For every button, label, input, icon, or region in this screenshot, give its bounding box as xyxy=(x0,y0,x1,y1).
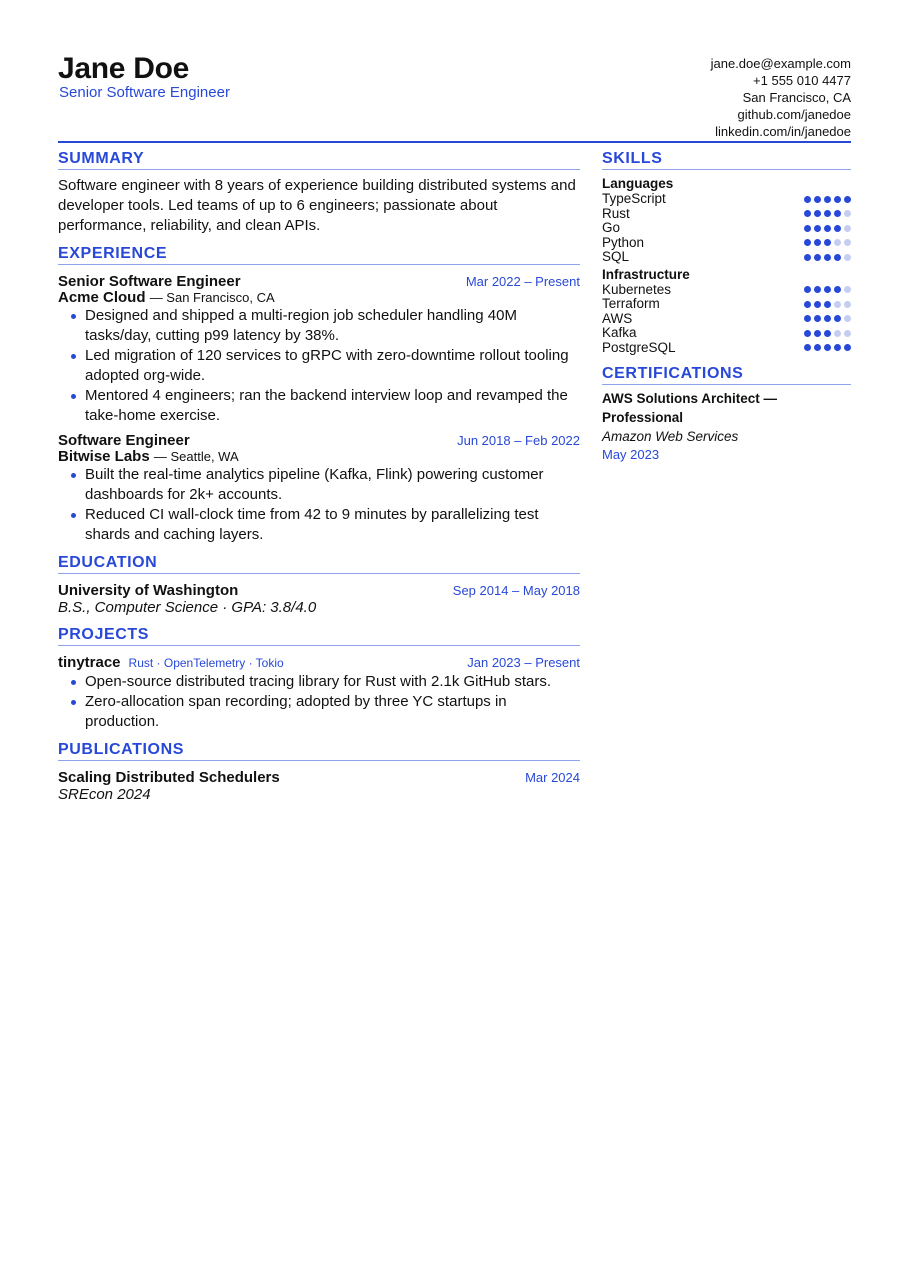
education-heading: EDUCATION xyxy=(58,554,580,574)
skill-row xyxy=(602,326,851,341)
skills-list xyxy=(602,176,851,355)
skill-name: TypeScript xyxy=(602,191,666,206)
skill-group-heading: Infrastructure xyxy=(602,266,690,282)
job-title: Software Engineer xyxy=(58,432,190,449)
skill-dot-empty xyxy=(844,239,851,246)
skill-name: Python xyxy=(602,234,645,250)
project-bullets xyxy=(58,672,580,732)
project-dates: Jan 2023 – Present xyxy=(467,655,580,670)
publication-entry xyxy=(58,769,580,803)
skill-dot-empty xyxy=(834,330,841,337)
degree: B.S., Computer Science · GPA: 3.8/4.0 xyxy=(58,599,317,616)
education-entry xyxy=(58,582,580,616)
skill-dot-empty xyxy=(844,225,851,232)
certifications-heading: CERTIFICATIONS xyxy=(602,365,851,385)
skill-dot-filled xyxy=(814,315,821,322)
job-location: — San Francisco, CA xyxy=(149,290,275,305)
project-tags: Rust · OpenTelemetry · Tokio xyxy=(128,656,284,670)
skill-dot-filled xyxy=(814,286,821,293)
skill-dot-filled xyxy=(814,210,821,217)
skill-dot-filled xyxy=(844,344,851,351)
project-entry xyxy=(58,654,580,732)
skill-dot-empty xyxy=(844,330,851,337)
skill-dot-filled xyxy=(804,225,811,232)
job-location: — Seattle, WA xyxy=(153,449,239,464)
contact-github[interactable]: github.com/janedoe xyxy=(737,107,851,122)
skill-dot-empty xyxy=(844,286,851,293)
skill-dot-filled xyxy=(834,344,841,351)
publications-heading: PUBLICATIONS xyxy=(58,741,580,761)
candidate-title: Senior Software Engineer xyxy=(59,84,230,101)
list-item: Reduced CI wall-clock time from 42 to 9 minutes by parallelizing test shards and caching layers. xyxy=(85,505,580,545)
list-item: Built the real-time analytics pipeline (Kafka, Flink) powering customer dashboards for 2k+ accounts. xyxy=(85,465,580,505)
skill-dot-filled xyxy=(834,196,841,203)
skill-row xyxy=(602,221,851,236)
skill-dot-filled xyxy=(804,301,811,308)
school-name: University of Washington xyxy=(58,582,239,599)
skill-dot-filled xyxy=(814,225,821,232)
job-entry xyxy=(58,432,580,545)
skill-dot-filled xyxy=(814,301,821,308)
skill-dot-filled xyxy=(804,196,811,203)
cert-date: May 2023 xyxy=(602,447,660,462)
project-title-line xyxy=(58,654,284,672)
summary-heading: SUMMARY xyxy=(58,150,580,170)
experience-heading: EXPERIENCE xyxy=(58,245,580,265)
contact-linkedin[interactable]: linkedin.com/in/janedoe xyxy=(715,124,851,139)
skill-dot-filled xyxy=(824,210,831,217)
skill-dot-filled xyxy=(824,196,831,203)
skill-dot-filled xyxy=(804,286,811,293)
skill-dot-filled xyxy=(824,239,831,246)
contact-block xyxy=(711,55,851,140)
cert-title: AWS Solutions Architect — Professional xyxy=(602,391,778,425)
skill-name: Go xyxy=(602,220,621,235)
job-company: Bitwise Labs xyxy=(58,448,150,465)
publication-date: Mar 2024 xyxy=(525,770,580,785)
skill-level-dots xyxy=(804,315,851,322)
skill-dot-filled xyxy=(834,210,841,217)
skill-row xyxy=(602,283,851,298)
job-company: Acme Cloud xyxy=(58,289,146,306)
skill-dot-filled xyxy=(834,254,841,261)
job-bullets xyxy=(58,465,580,545)
skills-heading: SKILLS xyxy=(602,150,851,170)
skill-dot-filled xyxy=(824,254,831,261)
project-name: tinytrace xyxy=(58,654,121,671)
list-item: Led migration of 120 services to gRPC with zero-downtime rollout tooling adopted org-wide. xyxy=(85,346,580,386)
skill-dot-empty xyxy=(844,301,851,308)
skill-level-dots xyxy=(804,239,851,246)
candidate-name: Jane Doe xyxy=(58,52,189,85)
skill-dot-filled xyxy=(824,315,831,322)
skill-row xyxy=(602,207,851,222)
skill-row xyxy=(602,312,851,327)
skill-level-dots xyxy=(804,254,851,261)
skill-name: Terraform xyxy=(602,296,660,311)
skill-row xyxy=(602,297,851,312)
skill-name: PostgreSQL xyxy=(602,339,676,355)
skill-level-dots xyxy=(804,210,851,217)
summary-text: Software engineer with 8 years of experience building distributed systems and developer tools. Led teams of up to 6 engineers; passionate about performance, reliability, and clean APIs. xyxy=(58,177,576,234)
skill-dot-filled xyxy=(814,330,821,337)
skill-dot-empty xyxy=(844,315,851,322)
job-company-line xyxy=(58,290,580,306)
job-title: Senior Software Engineer xyxy=(58,273,241,290)
skill-dot-filled xyxy=(834,286,841,293)
publication-title: Scaling Distributed Schedulers xyxy=(58,769,280,786)
list-item: Mentored 4 engineers; ran the backend interview loop and revamped the take-home exercise. xyxy=(85,386,580,426)
skill-dot-filled xyxy=(814,254,821,261)
skill-dot-filled xyxy=(824,225,831,232)
skill-dot-filled xyxy=(824,301,831,308)
skill-level-dots xyxy=(804,225,851,232)
skill-dot-filled xyxy=(814,344,821,351)
skill-dot-empty xyxy=(844,254,851,261)
skill-row xyxy=(602,236,851,251)
skill-level-dots xyxy=(804,330,851,337)
skill-row xyxy=(602,250,851,265)
skill-dot-filled xyxy=(844,196,851,203)
skill-dot-filled xyxy=(804,330,811,337)
skill-row xyxy=(602,192,851,207)
skill-dot-filled xyxy=(814,239,821,246)
skill-dot-filled xyxy=(824,344,831,351)
side-column xyxy=(602,146,851,464)
main-column xyxy=(58,146,580,803)
list-item: Designed and shipped a multi-region job scheduler handling 40M tasks/day, cutting p99 latency by 38%. xyxy=(85,306,580,346)
contact-phone: +1 555 010 4477 xyxy=(753,73,851,88)
skill-dot-filled xyxy=(814,196,821,203)
skill-dot-filled xyxy=(804,254,811,261)
education-dates: Sep 2014 – May 2018 xyxy=(452,583,580,598)
job-entry xyxy=(58,273,580,426)
skill-name: AWS xyxy=(602,310,633,326)
skill-level-dots xyxy=(804,344,851,351)
job-bullets xyxy=(58,306,580,426)
skill-level-dots xyxy=(804,301,851,308)
job-company-line xyxy=(58,449,580,465)
job-dates: Jun 2018 – Feb 2022 xyxy=(457,433,580,448)
list-item: Open-source distributed tracing library for Rust with 2.1k GitHub stars. xyxy=(85,672,580,692)
skill-name: Rust xyxy=(602,205,630,221)
skill-name: SQL xyxy=(602,249,630,264)
skill-dot-empty xyxy=(834,239,841,246)
skill-dot-filled xyxy=(834,315,841,322)
contact-email[interactable]: jane.doe@example.com xyxy=(710,56,851,71)
job-dates: Mar 2022 – Present xyxy=(465,274,580,289)
skill-dot-filled xyxy=(834,225,841,232)
skill-name: Kubernetes xyxy=(602,281,672,297)
skill-dot-filled xyxy=(804,344,811,351)
header-divider xyxy=(58,141,851,143)
skill-dot-filled xyxy=(804,210,811,217)
skill-row xyxy=(602,341,851,356)
skill-dot-filled xyxy=(824,286,831,293)
list-item: Zero-allocation span recording; adopted by three YC startups in production. xyxy=(85,692,580,732)
skill-group-heading: Languages xyxy=(602,176,674,191)
skill-dot-filled xyxy=(824,330,831,337)
skill-level-dots xyxy=(804,286,851,293)
projects-heading: PROJECTS xyxy=(58,626,580,646)
publication-venue: SREcon 2024 xyxy=(58,786,151,803)
skill-level-dots xyxy=(804,196,851,203)
skill-dot-filled xyxy=(804,315,811,322)
contact-location: San Francisco, CA xyxy=(742,90,851,105)
skill-dot-empty xyxy=(844,210,851,217)
skill-dot-empty xyxy=(834,301,841,308)
skill-dot-filled xyxy=(804,239,811,246)
cert-issuer: Amazon Web Services xyxy=(602,429,739,444)
skill-name: Kafka xyxy=(602,325,637,340)
